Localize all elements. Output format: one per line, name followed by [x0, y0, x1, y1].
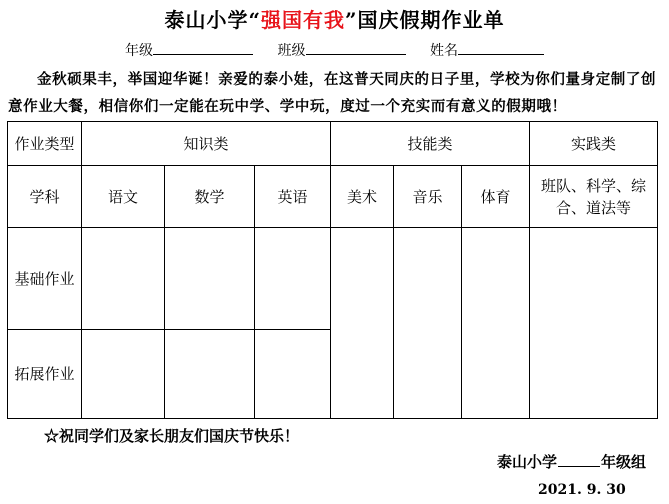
- subject-english: 英语: [255, 166, 331, 228]
- signature-school: 泰山小学: [497, 453, 558, 471]
- cell-art[interactable]: [331, 228, 394, 419]
- class-field: [278, 40, 406, 61]
- cell-music[interactable]: [394, 228, 462, 419]
- cell-basic-math[interactable]: [165, 228, 255, 330]
- title-suffix: ”国庆假期作业单: [345, 8, 505, 32]
- cell-extended-chinese[interactable]: [82, 330, 165, 419]
- title-highlight: 强国有我: [261, 8, 345, 32]
- signature: [497, 452, 646, 472]
- name-blank[interactable]: [458, 40, 544, 55]
- name-label: 姓名: [429, 43, 458, 59]
- class-label: 班级: [277, 43, 306, 59]
- subject-row: [8, 166, 658, 228]
- class-blank[interactable]: [306, 40, 406, 55]
- grade-label: 年级: [125, 43, 154, 59]
- document-title: [0, 6, 669, 34]
- category-row: [8, 122, 658, 166]
- grade-blank[interactable]: [153, 40, 253, 55]
- row-label-basic: 基础作业: [8, 228, 82, 330]
- row-label-extended: 拓展作业: [8, 330, 82, 419]
- cell-extended-math[interactable]: [165, 330, 255, 419]
- subject-pe: 体育: [462, 166, 530, 228]
- holiday-wish: ☆祝同学们及家长朋友们国庆节快乐！: [44, 427, 300, 445]
- subject-art: 美术: [331, 166, 394, 228]
- name-field: [430, 40, 544, 61]
- homework-table: [7, 121, 658, 419]
- basic-homework-row: [8, 228, 658, 330]
- signature-suffix: 年级组: [601, 453, 647, 471]
- grade-field: [125, 40, 253, 61]
- title-prefix: 泰山小学“: [164, 8, 261, 32]
- subject-music: 音乐: [394, 166, 462, 228]
- intro-paragraph: 金秋硕果丰，举国迎华诞！亲爱的泰小娃，在这普天同庆的日子里，学校为你们量身定制了创意作业大餐，相信你们一定能在玩中学、学中玩，度过一个充实而有意义的假期哦！: [8, 71, 657, 115]
- cell-pe[interactable]: [462, 228, 530, 419]
- cell-basic-english[interactable]: [255, 228, 331, 330]
- cell-practice[interactable]: [530, 228, 658, 419]
- subject-header: 学科: [8, 166, 82, 228]
- subject-chinese: 语文: [82, 166, 165, 228]
- subject-math: 数学: [165, 166, 255, 228]
- type-header: 作业类型: [8, 122, 82, 166]
- category-knowledge: 知识类: [82, 122, 331, 166]
- student-info-fields: [0, 40, 669, 61]
- document-date: 2021. 9. 30: [538, 482, 626, 498]
- cell-extended-english[interactable]: [255, 330, 331, 419]
- cell-basic-chinese[interactable]: [82, 228, 165, 330]
- category-practice: 实践类: [530, 122, 658, 166]
- grade-group-blank[interactable]: [558, 452, 600, 467]
- category-skills: 技能类: [331, 122, 530, 166]
- subject-practice: 班队、科学、综合、道法等: [530, 166, 658, 228]
